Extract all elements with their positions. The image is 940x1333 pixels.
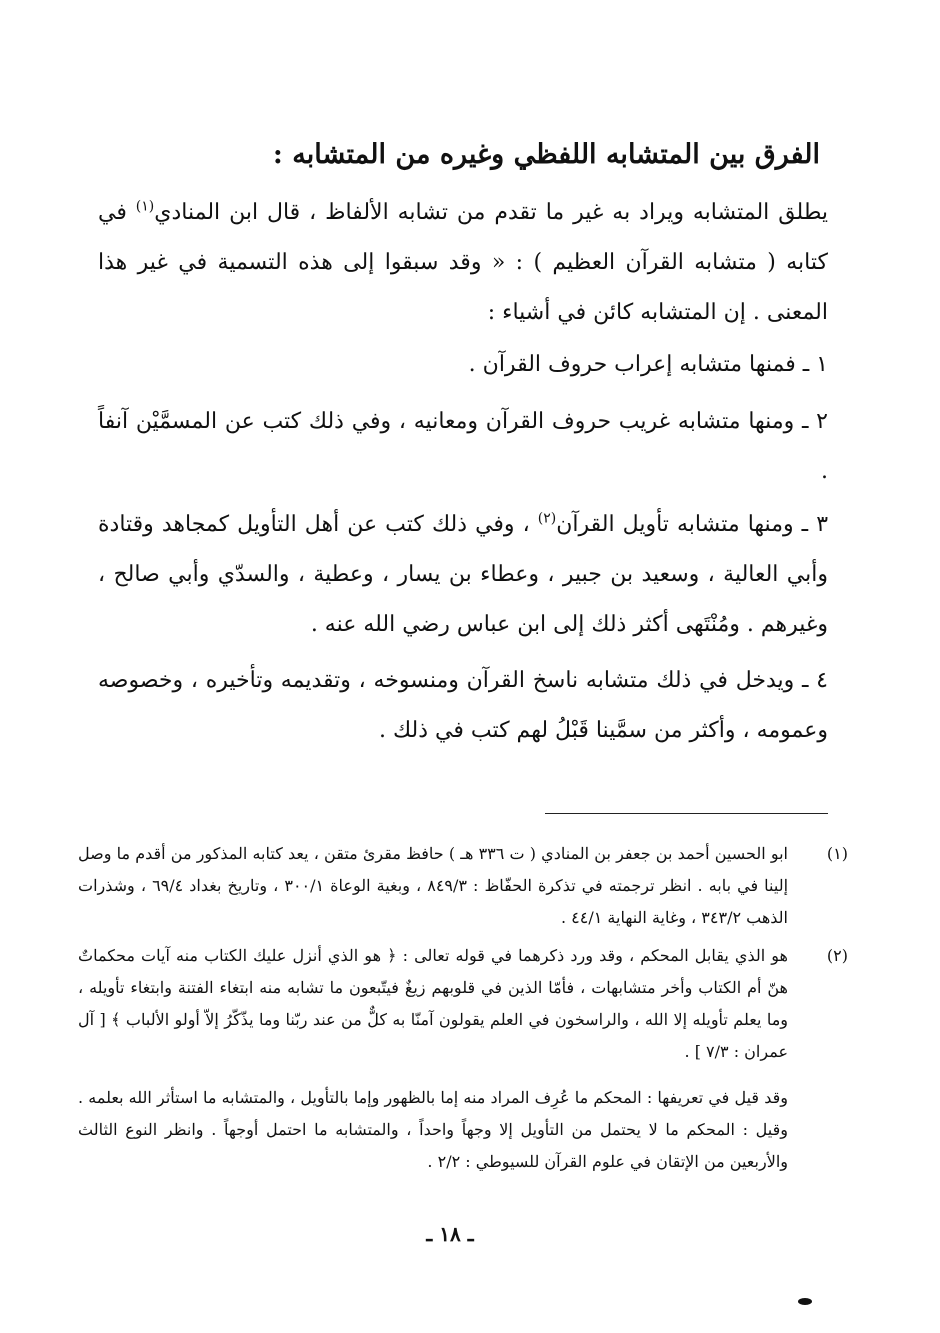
page-number: ـ ١٨ ـ <box>426 1222 474 1246</box>
footnote-separator <box>545 813 828 814</box>
section-heading: الفرق بين المتشابه اللفظي وغيره من المتشابه : <box>272 139 820 170</box>
intro-text-end: في كتابه ( متشابه القرآن العظيم ) : « وقد سبقوا إلى هذه التسمية في غير هذا المعنى . إن المتشابه كائن في أشياء : <box>98 200 828 325</box>
list-item-3 <box>98 500 828 650</box>
footnote-2-continued <box>78 1082 848 1178</box>
footnote-text: ابو الحسين أحمد بن جعفر بن المنادي ( ت ٣٣٦ هـ ) حافظ مقرئ متقن ، يعد كتابه المذكور من أقدم ما وصل إلينا في بابه . انظر ترجمته في تذكرة الحفّاظ : ٨٤٩/٣ ، وبغية الوعاة ٣٠٠/١ ، وتاريخ بغداد ٦٩/٤ ، وشذرات الذهب ٣٤٣/٢ ، وغاية النهاية ٤٤/١ . <box>78 844 789 927</box>
item3-text-end: ، وفي ذلك كتب عن أهل التأويل كمجاهد وقتادة وأبي العالية ، وسعيد بن جبير ، وعطاء بن يسار ، وعطية ، والسدّي وأبي صالح ، وغيرهم . ومُنْتَهى أكثر ذلك إلى ابن عباس رضي الله عنه . <box>98 512 828 637</box>
footnote-1 <box>78 838 848 934</box>
list-item-4: ٤ ـ ويدخل في ذلك متشابه ناسخ القرآن ومنسوخه ، وتقديمه وتأخيره ، وخصوصه وعمومه ، وأكثر من سمَّينا قَبْلُ لهم كتب في ذلك . <box>98 668 828 743</box>
footnote-number: (١) <box>826 844 848 863</box>
ink-mark <box>798 1298 812 1305</box>
footnote-text: هو الذي يقابل المحكم ، وقد ورد ذكرهما في قوله تعالى : ﴿ هو الذي أنزل عليك الكتاب منه آيات محكماتٌ هنّ أم الكتاب وأخر متشابهات ، فأمّا الذين في قلوبهم زيغٌ فيتّبعون ما تشابه منه ابتغاء الفتنة وابتغاء تأويله ، وما يعلم تأويله إلا الله ، والراسخون في العلم يقولون آمنّا به كلٌّ من عند ربّنا وما يذّكّرُ إلاّ أولو الألباب ﴾ [ آل عمران : ٧/٣ ] . <box>78 946 788 1061</box>
item3-text-start: ٣ ـ ومنها متشابه تأويل القرآن <box>556 512 829 537</box>
list-item-2: ٢ ـ ومنها متشابه غريب حروف القرآن ومعانيه ، وفي ذلك كتب عن المسمَّيْن آنفاً . <box>98 409 828 484</box>
footnote-number: (٢) <box>826 946 848 965</box>
list-item-1: ١ ـ فمنها متشابه إعراب حروف القرآن . <box>468 352 828 377</box>
intro-text-start: يطلق المتشابه ويراد به غير ما تقدم من تشابه الألفاظ ، قال ابن المنادي <box>154 200 829 225</box>
footnote-ref-1[interactable]: (١) <box>135 198 155 215</box>
intro-paragraph <box>98 188 828 338</box>
footnote-ref-2[interactable]: (٢) <box>537 510 557 527</box>
footnote-2 <box>78 940 848 1068</box>
footnote-text: وقد قيل في تعريفها : المحكم ما عُرِف المراد منه إما بالظهور وإما بالتأويل ، والمتشابه ما استأثر الله بعلمه . وقيل : المحكم ما لا يحتمل من التأويل إلا وجهاً واحداً ، والمتشابه ما احتمل أوجهاً . وانظر النوع الثالث والأربعين من الإتقان في علوم القرآن للسيوطي : ٢/٢ . <box>78 1088 788 1171</box>
